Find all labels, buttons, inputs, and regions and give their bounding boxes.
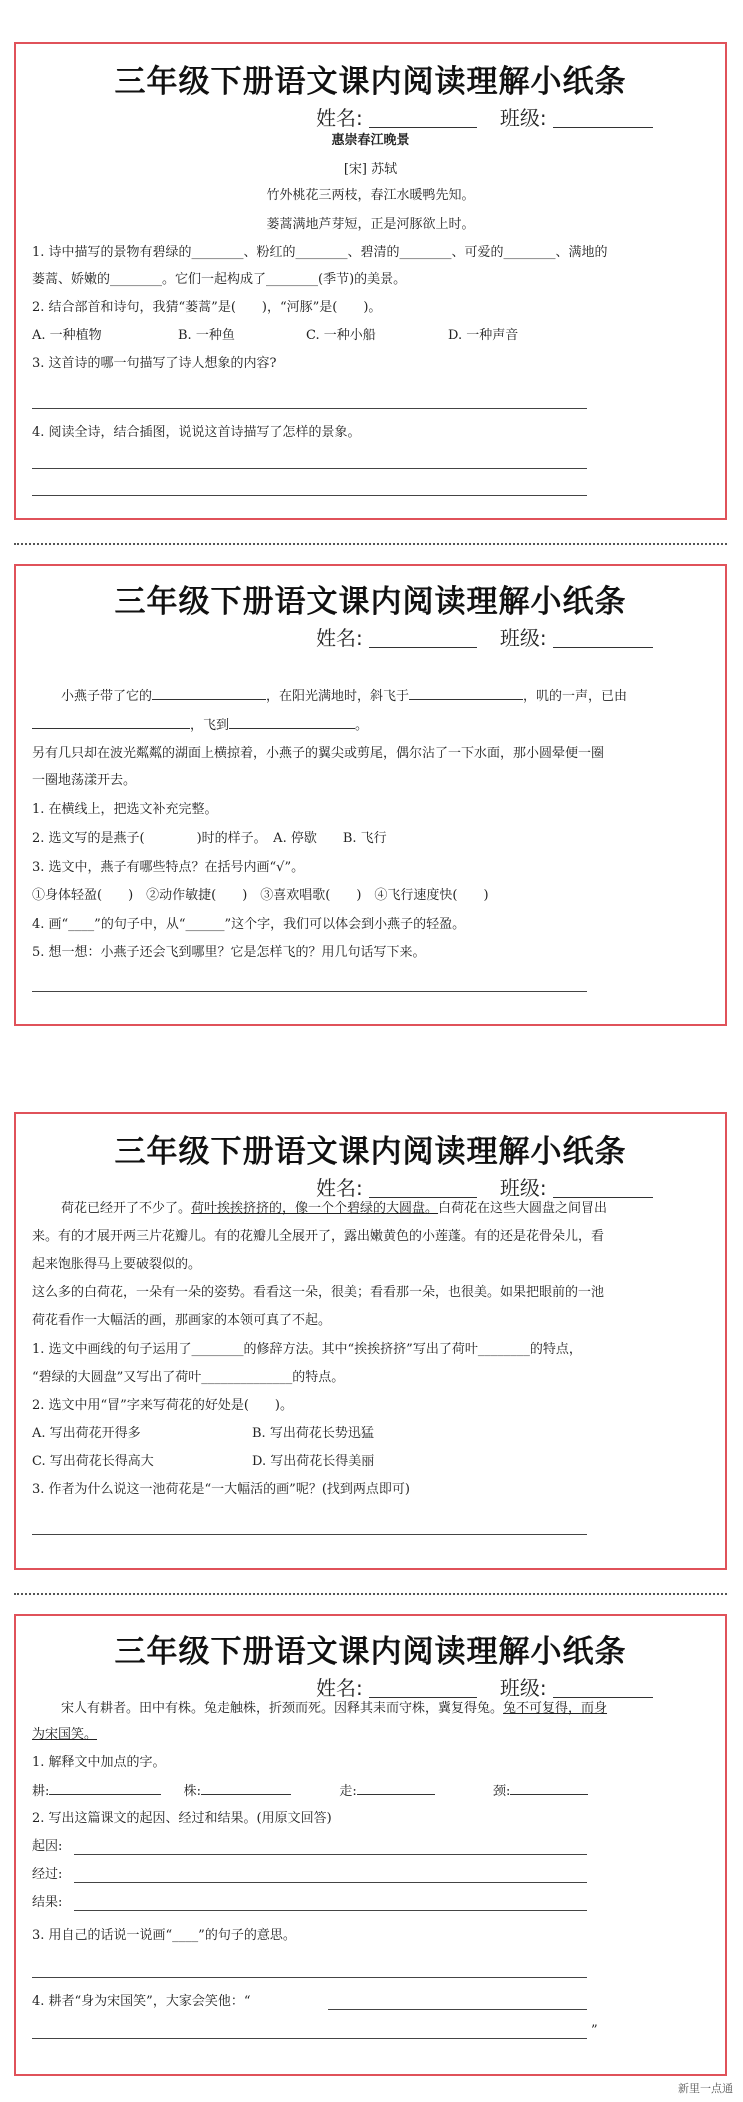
fill-blank[interactable] [357,1782,435,1795]
name-label: 姓名: [316,1176,363,1200]
worksheet-card-3 [14,1112,727,1570]
answer-line[interactable] [32,991,587,992]
passage-text: 白荷花在这些大圆盘之间冒出 [438,1201,608,1216]
fill-blank[interactable] [510,1782,588,1795]
fill-blank[interactable] [229,716,355,729]
name-field[interactable] [369,1697,477,1698]
name-field[interactable] [369,647,477,648]
passage-text: ，叽的一声，已由 [523,689,628,704]
passage-line-3: 另有几只却在波光粼粼的湖面上横掠着，小燕子的翼尖或剪尾，偶尔沾了一下水面，那小圆晕便一圈 [32,746,605,761]
fill-blank[interactable] [49,1782,161,1795]
closing-quote: ” [591,2023,598,2038]
word-jing: 颈: [493,1784,511,1799]
poem-verse-2: 蒌蒿满地芦芽短，正是河豚欲上时。 [266,217,475,232]
question-1-line-2: “碧绿的大圆盘”又写出了荷叶______________的特点。 [32,1370,345,1385]
passage-line-4: 一圈地荡漾开去。 [32,773,137,788]
passage-line-2 [32,716,368,735]
class-field[interactable] [553,647,653,648]
answer-line[interactable] [32,2038,587,2039]
answer-line[interactable] [74,1854,587,1855]
card-title: 三年级下册语文课内阅读理解小纸条 [114,1134,627,1170]
question-5: 5. 想一想：小燕子还会飞到哪里？它是怎样飞的？用几句话写下来。 [32,945,426,960]
class-label: 班级: [499,1676,547,1700]
passage-text: 荷花已经开了不少了。 [61,1201,192,1216]
question-1-line-1: 1. 选文中画线的句子运用了________的修辞方法。其中“挨挨挤挤”写出了荷叶________的特点， [32,1342,582,1357]
fill-blank[interactable] [32,716,190,729]
passage-line-4: 这么多的白荷花，一朵有一朵的姿势。看看这一朵，很美；看看那一朵，也很美。如果把眼前的一池 [32,1285,605,1300]
underlined-sentence: 为宋国笑。 [32,1727,98,1742]
underlined-sentence: 荷叶挨挨挤挤的，像一个个碧绿的大圆盘。 [191,1201,439,1216]
answer-line[interactable] [32,495,587,496]
question-2-option-a: A. 一种植物 [32,328,102,343]
question-1: 1. 在横线上，把选文补充完整。 [32,802,218,817]
name-class-row [316,102,653,131]
card-title: 三年级下册语文课内阅读理解小纸条 [114,64,627,100]
question-2-option-c: C. 写出荷花长得高大 [32,1454,154,1469]
name-class-row [316,1172,653,1201]
fill-blank[interactable] [201,1782,291,1795]
underlined-sentence: 兔不可复得，而身 [503,1701,608,1716]
passage-line-3: 起来饱胀得马上要破裂似的。 [32,1257,202,1272]
question-2-option-a: A. 写出荷花开得多 [32,1426,141,1441]
card-title: 三年级下册语文课内阅读理解小纸条 [114,584,627,620]
question-2-option-b: B. 写出荷花长势迅猛 [252,1426,374,1441]
question-2-option-c: C. 一种小船 [306,328,376,343]
passage-line-5: 荷花看作一大幅活的画，那画家的本领可真了不起。 [32,1313,332,1328]
question-2-option-b: B. 一种鱼 [178,328,235,343]
fill-blank[interactable] [152,687,266,700]
question-3: 3. 作者为什么说这一池荷花是“一大幅活的画”呢？(找到两点即可) [32,1482,410,1497]
passage-text: ，飞到 [190,718,230,733]
question-1-line-1: 1. 诗中描写的景物有碧绿的________、粉红的________、碧清的________、可爱的________、满地的 [32,245,608,260]
poem-title: 惠崇春江晚景 [331,133,410,148]
question-4: 4. 阅读全诗，结合插图，说说这首诗描写了怎样的景象。 [32,425,361,440]
separator [14,543,727,545]
answer-line[interactable] [32,1534,587,1535]
passage-line-2: 来。有的才展开两三片花瓣儿。有的花瓣儿全展开了，露出嫩黄色的小莲蓬。有的还是花骨朵儿，看 [32,1229,605,1244]
name-field[interactable] [369,1197,477,1198]
question-1-line-2: 蒌蒿、娇嫩的________。它们一起构成了________(季节)的美景。 [32,272,407,287]
question-3-options: ①身体轻盈( ) ②动作敏捷( ) ③喜欢唱歌( ) ④飞行速度快( ) [32,888,489,903]
class-field[interactable] [553,1697,653,1698]
question-3: 3. 选文中，燕子有哪些特点？在括号内画“√”。 [32,860,305,875]
answer-line[interactable] [74,1882,587,1883]
passage-line-1 [61,1700,607,1718]
worksheet-card-1 [14,42,727,520]
name-class-row [316,622,653,651]
poem-author: [宋] 苏轼 [343,162,398,177]
passage-text: 小燕子带了它的 [61,689,153,704]
passage-line-1 [61,1200,607,1218]
name-field[interactable] [369,127,477,128]
poem-verse-1: 竹外桃花三两枝，春江水暖鸭先知。 [266,188,475,203]
footer-watermark: 新里一点通 [678,2082,733,2095]
word-geng: 耕: [32,1784,50,1799]
word-explain-row [32,1782,588,1801]
passage-text: ，在阳光满地时，斜飞于 [266,689,410,704]
word-zou: 走: [339,1784,357,1799]
class-label: 班级: [499,106,547,130]
passage-line-1 [61,687,627,706]
question-2: 2. 写出这篇课文的起因、经过和结果。(用原文回答) [32,1811,332,1826]
separator [14,1593,727,1595]
answer-line[interactable] [328,2009,587,2010]
name-label: 姓名: [316,1676,363,1700]
worksheet-card-2 [14,564,727,1026]
worksheet-card-4 [14,1614,727,2076]
question-4: 4. 耕者“身为宋国笑”，大家会笑他：“ [32,1994,251,2009]
passage-text: 宋人有耕者。田中有株。兔走触株，折颈而死。因释其耒而守株，冀复得兔。 [61,1701,504,1716]
question-2: 2. 结合部首和诗句，我猜“蒌蒿”是( )，“河豚”是( )。 [32,300,382,315]
question-3: 3. 这首诗的哪一句描写了诗人想象的内容? [32,356,277,371]
word-zhu: 株: [183,1784,202,1799]
name-label: 姓名: [316,626,363,650]
question-2-option-d: D. 一种声音 [448,328,519,343]
process-label: 经过: [32,1867,63,1882]
answer-line[interactable] [32,408,587,409]
question-2-option-d: D. 写出荷花长得美丽 [252,1454,375,1469]
question-4: 4. 画“____”的句子中，从“______”这个字，我们可以体会到小燕子的轻盈。 [32,917,466,932]
question-3: 3. 用自己的话说一说画“____”的句子的意思。 [32,1928,296,1943]
card-title: 三年级下册语文课内阅读理解小纸条 [114,1634,627,1670]
name-label: 姓名: [316,106,363,130]
passage-text: 。 [355,718,369,733]
result-label: 结果: [32,1895,63,1910]
class-label: 班级: [499,1176,547,1200]
question-2: 2. 选文写的是燕子( )时的样子。 A. 停歇 B. 飞行 [32,831,387,846]
question-2: 2. 选文中用“冒”字来写荷花的好处是( )。 [32,1398,293,1413]
name-class-row [316,1672,653,1701]
question-1: 1. 解释文中加点的字。 [32,1755,166,1770]
reason-label: 起因: [32,1839,63,1854]
class-label: 班级: [499,626,547,650]
class-field[interactable] [553,127,653,128]
fill-blank[interactable] [409,687,523,700]
answer-line[interactable] [74,1910,587,1911]
answer-line[interactable] [32,468,587,469]
class-field[interactable] [553,1197,653,1198]
answer-line[interactable] [32,1977,587,1978]
